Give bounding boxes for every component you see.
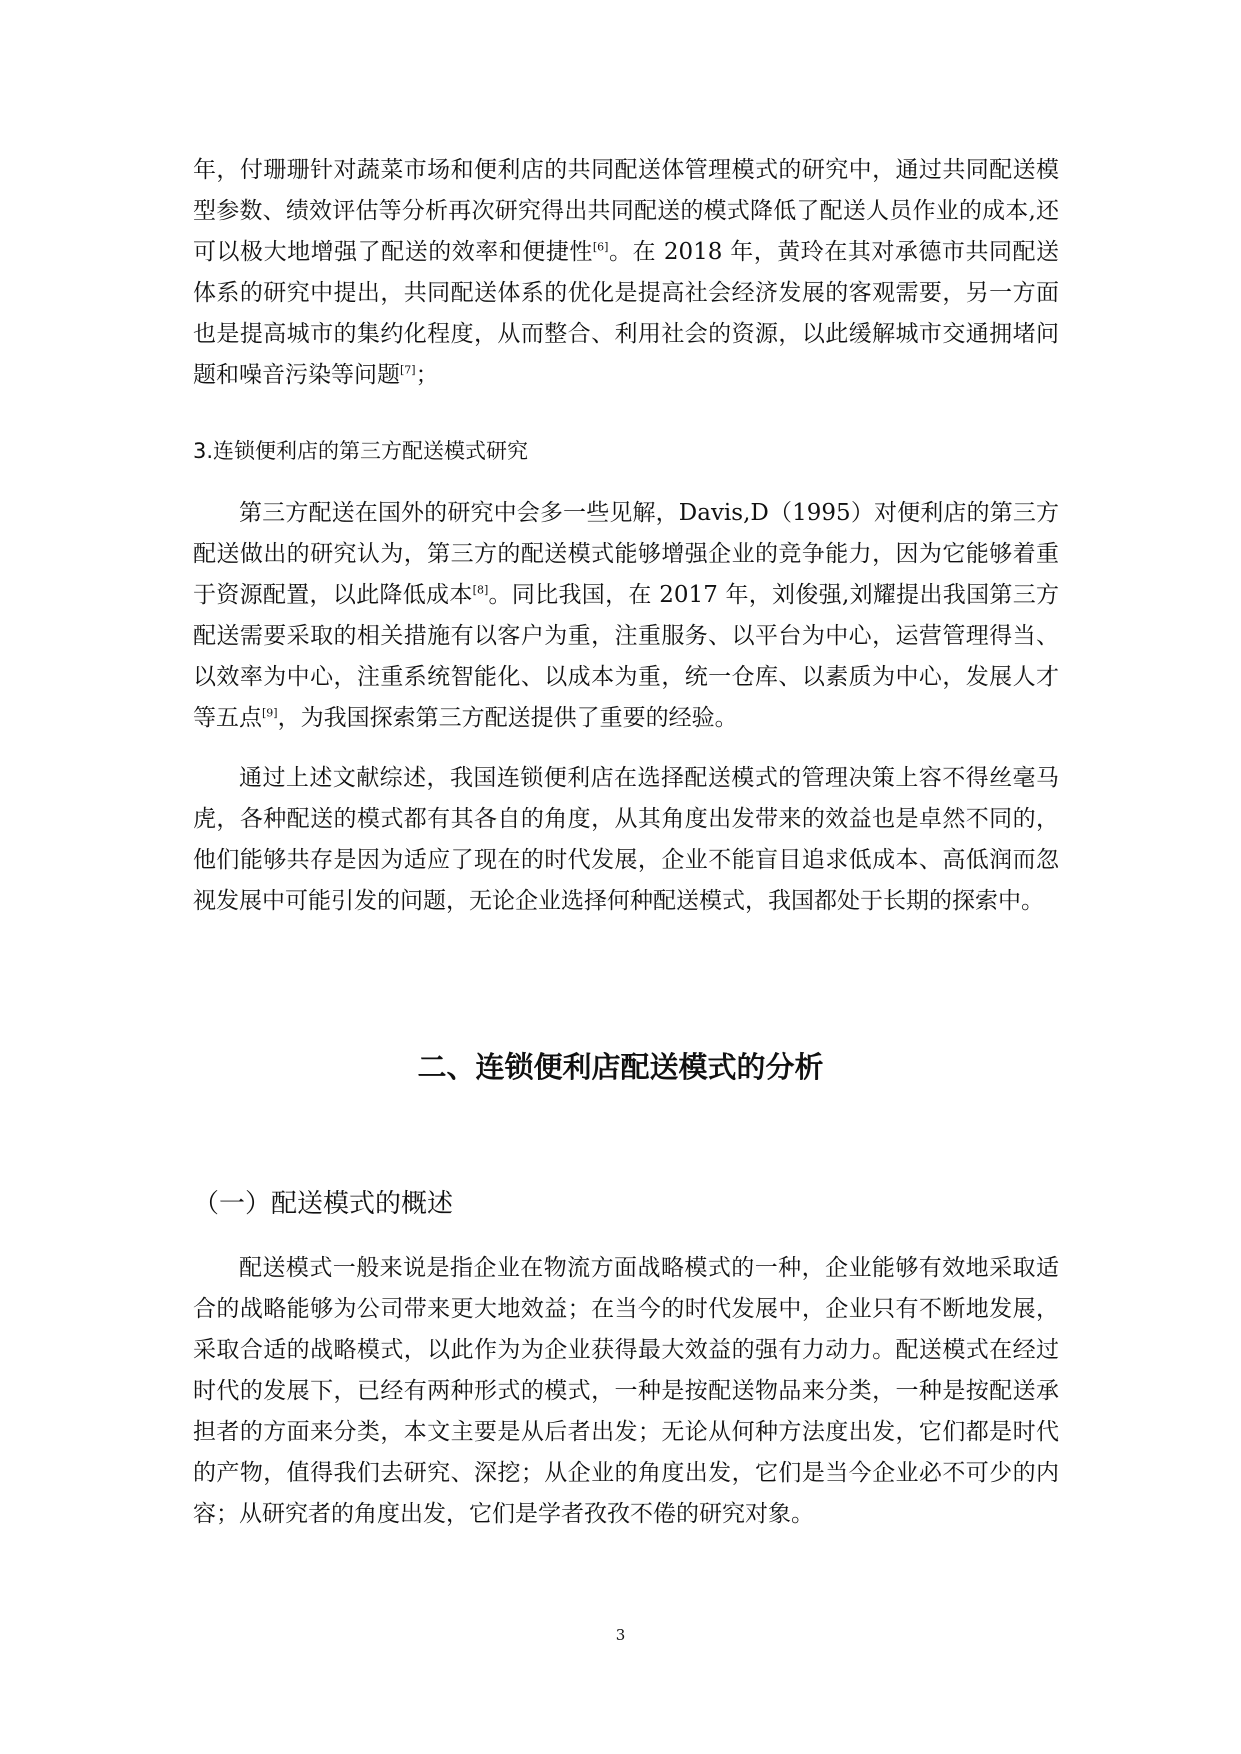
- section-title: （一）配送模式的概述: [193, 1189, 454, 1219]
- paragraph-text: 。在 2018 年，黄玲在其对承德市共同配送体系的研究中提出，共同配送体系的优化是提高社会经济发展的客观需要，另一方面也是提高城市的集约化程度，从而整合、利用社会的资源，以此缓解城市交通拥堵问题和噪音污染等问题: [193, 239, 1060, 388]
- body-paragraph-2: [193, 493, 1059, 739]
- paragraph-text: ；: [415, 362, 439, 388]
- subsection-heading: 3.连锁便利店的第三方配送模式研究: [193, 439, 529, 463]
- page-number: 3: [615, 1626, 626, 1644]
- citation-marker: [9]: [262, 706, 278, 720]
- body-paragraph-3: 通过上述文献综述，我国连锁便利店在选择配送模式的管理决策上容不得丝毫马虎，各种配送的模式都有其各自的角度，从其角度出发带来的效益也是卓然不同的，他们能够共存是因为适应了现在的时代发展，企业不能盲目追求低成本、高低润而忽视发展中可能引发的问题，无论企业选择何种配送模式，我国都处于长期的探索中。: [193, 765, 1059, 914]
- citation-marker: [8]: [472, 583, 489, 597]
- paragraph-text: 年，付珊珊针对蔬菜市场和便利店的共同配送体管理模式的研究中，通过共同配送模型参数、绩效评估等分析再次研究得出共同配送的模式降低了配送人员作业的成本,还可以极大地增强了配送的效率和便捷性: [193, 157, 1059, 265]
- paragraph-text: 第三方配送在国外的研究中会多一些见解，Davis,D（1995）对便利店的第三方配送做出的研究认为，第三方的配送模式能够增强企业的竞争能力，因为它能够着重于资源配置，以此降低成本: [193, 500, 1059, 608]
- citation-marker: [7]: [400, 363, 416, 377]
- paragraph-text: ，为我国探索第三方配送提供了重要的经验。: [277, 705, 738, 731]
- paragraph-text: 。同比我国，在 2017 年，刘俊强,刘耀提出我国第三方配送需要采取的相关措施有以客户为重，注重服务、以平台为中心，运营管理得当、以效率为中心，注重系统智能化、以成本为重，统一仓库、以素质为中心，发展人才等五点: [193, 582, 1060, 731]
- citation-marker: [6]: [592, 240, 609, 254]
- chapter-title: 二、连锁便利店配送模式的分析: [417, 1050, 824, 1084]
- body-paragraph-1: [193, 150, 1059, 396]
- body-paragraph-4: 配送模式一般来说是指企业在物流方面战略模式的一种，企业能够有效地采取适合的战略能够为公司带来更大地效益；在当今的时代发展中，企业只有不断地发展，采取合适的战略模式，以此作为为企业获得最大效益的强有力动力。配送模式在经过时代的发展下，已经有两种形式的模式，一种是按配送物品来分类，一种是按配送承担者的方面来分类，本文主要是从后者出发；无论从何种方法度出发，它们都是时代的产物，值得我们去研究、深挖；从企业的角度出发，它们是当今企业必不可少的内容；从研究者的角度出发，它们是学者孜孜不倦的研究对象。: [193, 1255, 1059, 1527]
